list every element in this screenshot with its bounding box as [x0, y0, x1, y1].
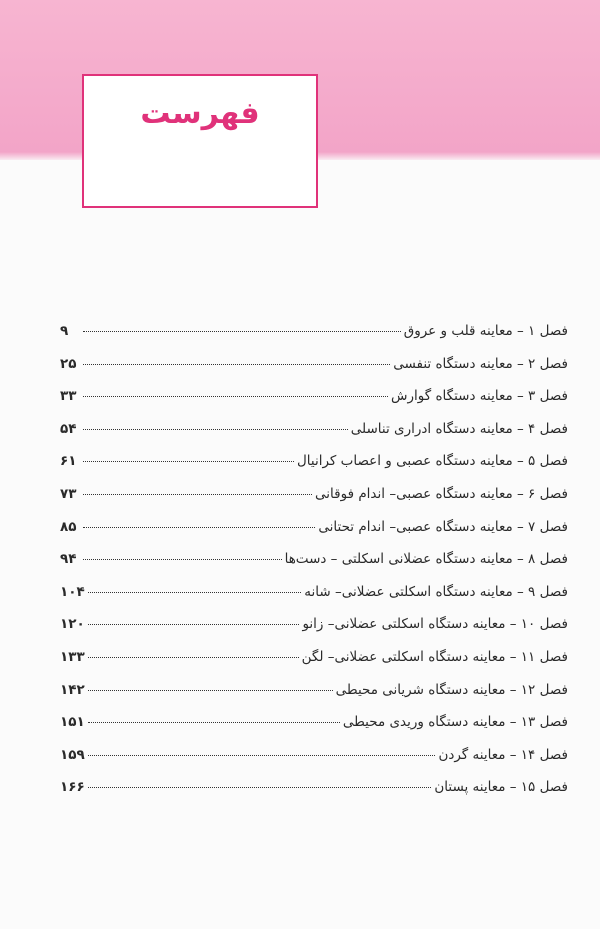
page-title: فهرست	[140, 96, 260, 131]
toc-entry[interactable]	[60, 421, 568, 454]
toc-entry[interactable]	[60, 486, 568, 519]
toc-entry-page-number: ۱۰۴	[60, 583, 85, 600]
toc-entry[interactable]	[60, 682, 568, 715]
toc-dot-leader	[88, 722, 340, 723]
toc-dot-leader	[88, 657, 299, 658]
toc-entry-label: فصل ۱۴ – معاینه گردن	[438, 746, 568, 763]
toc-entry[interactable]	[60, 356, 568, 389]
toc-entry-page-number: ۲۵	[60, 355, 77, 372]
toc-entry-page-number: ۷۳	[60, 485, 77, 502]
toc-entry[interactable]	[60, 551, 568, 584]
toc-dot-leader	[88, 690, 333, 691]
toc-dot-leader	[83, 527, 315, 528]
toc-entry-page-number: ۵۴	[60, 420, 77, 437]
toc-entry-label: فصل ۲ – معاینه دستگاه تنفسی	[393, 355, 568, 372]
toc-entry-page-number: ۱۴۲	[60, 681, 85, 698]
toc-entry-label: فصل ۴ – معاینه دستگاه ادراری تناسلی	[350, 420, 568, 437]
toc-entry-label: فصل ۹ – معاینه دستگاه اسکلتی عضلانی– شانه	[304, 583, 568, 600]
toc-entry-label: فصل ۵ – معاینه دستگاه عصبی و اعصاب کرانیال	[296, 453, 568, 470]
title-box	[82, 74, 318, 208]
toc-entry-label: فصل ۸ – معاینه دستگاه عضلانی اسکلتی – دست‌ها	[284, 551, 568, 568]
toc-entry[interactable]	[60, 388, 568, 421]
table-of-contents	[60, 323, 568, 812]
toc-entry-label: فصل ۱ – معاینه قلب و عروق	[403, 323, 568, 339]
toc-entry-page-number: ۶۱	[60, 453, 77, 470]
toc-entry-label: فصل ۱۵ – معاینه پستان	[434, 779, 568, 796]
toc-entry-label: فصل ۱۳ – معاینه دستگاه وریدی محیطی	[342, 714, 568, 731]
toc-dot-leader	[83, 461, 294, 462]
toc-entry-page-number: ۱۳۳	[60, 648, 85, 665]
toc-entry-page-number: ۳۳	[60, 388, 77, 405]
toc-entry-page-number: ۸۵	[60, 518, 77, 535]
toc-dot-leader	[88, 624, 300, 625]
toc-entry[interactable]	[60, 714, 568, 747]
toc-entry[interactable]	[60, 747, 568, 780]
toc-entry[interactable]	[60, 649, 568, 682]
toc-dot-leader	[83, 494, 312, 495]
toc-dot-leader	[83, 331, 401, 332]
toc-entry-label: فصل ۱۲ – معاینه دستگاه شریانی محیطی	[335, 681, 568, 698]
toc-entry-label: فصل ۶ – معاینه دستگاه عصبی– اندام فوقانی	[315, 485, 568, 502]
toc-entry-page-number: ۹۴	[60, 551, 77, 568]
toc-entry-label: فصل ۱۰ – معاینه دستگاه اسکلتی عضلانی– زانو	[302, 616, 568, 633]
toc-dot-leader	[83, 429, 348, 430]
toc-dot-leader	[88, 755, 436, 756]
toc-dot-leader	[83, 559, 282, 560]
toc-entry[interactable]	[60, 323, 568, 356]
toc-dot-leader	[88, 592, 302, 593]
toc-entry[interactable]	[60, 519, 568, 552]
toc-dot-leader	[83, 396, 388, 397]
toc-entry-page-number: ۹	[60, 323, 69, 339]
toc-entry[interactable]	[60, 779, 568, 812]
toc-dot-leader	[83, 364, 390, 365]
toc-entry[interactable]	[60, 584, 568, 617]
toc-entry-label: فصل ۳ – معاینه دستگاه گوارش	[391, 388, 568, 405]
toc-entry[interactable]	[60, 616, 568, 649]
toc-entry-label: فصل ۱۱ – معاینه دستگاه اسکلتی عضلانی– لگن	[301, 648, 568, 665]
toc-entry-label: فصل ۷ – معاینه دستگاه عصبی– اندام تحتانی	[318, 518, 568, 535]
toc-dot-leader	[88, 787, 432, 788]
toc-entry-page-number: ۱۵۹	[60, 746, 85, 763]
toc-entry-page-number: ۱۶۶	[60, 779, 85, 796]
toc-entry-page-number: ۱۵۱	[60, 714, 85, 731]
toc-entry[interactable]	[60, 453, 568, 486]
toc-entry-page-number: ۱۲۰	[60, 616, 85, 633]
